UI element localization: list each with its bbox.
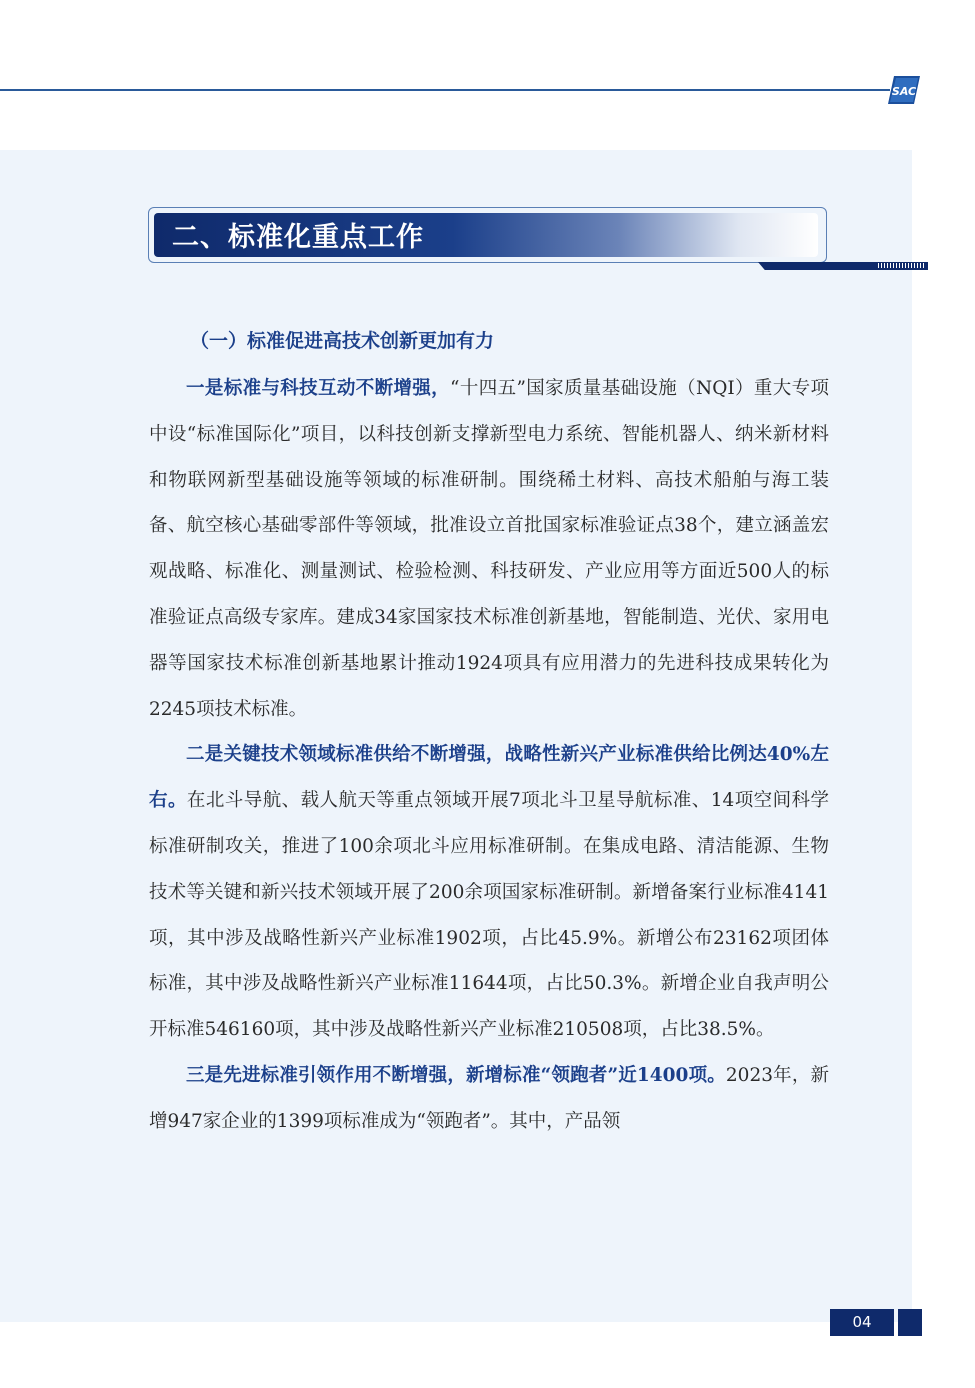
sac-logo-icon xyxy=(886,74,922,106)
paragraph-body: 2023年，新增947家企业的1399项标准成为“领跑者”。其中，产品领 xyxy=(149,1064,829,1132)
body-text xyxy=(149,366,829,1145)
page-number-tab xyxy=(898,1309,922,1336)
section-title: 二、标准化重点工作 xyxy=(172,222,424,253)
paragraph-3 xyxy=(149,1053,829,1145)
paragraph-lead: 一是标准与科技互动不断增强， xyxy=(186,378,451,399)
section-header-hatch xyxy=(878,263,924,268)
paragraph-lead: 三是先进标准引领作用不断增强，新增标准“领跑者”近1400项。 xyxy=(186,1064,726,1086)
section-header xyxy=(148,207,827,265)
page-number: 04 xyxy=(830,1309,894,1336)
logo-text: SAC xyxy=(891,85,917,98)
header-rule xyxy=(0,89,890,91)
paragraph-2 xyxy=(149,732,829,1053)
paragraph-body: 在北斗导航、载人航天等重点领域开展7项北斗卫星导航标准、14项空间科学标准研制攻关，推进了100余项北斗应用标准研制。在集成电路、清洁能源、生物技术等关键和新兴技术领域开展了200余项国家标准研制。新增备案行业标准4141项，其中涉及战略性新兴产业标准1902项，占比45.9%。新增公布23162项团体标准，其中涉及战略性新兴产业标准11644项，占比50.3%。新增企业自我声明公开标准546160项，其中涉及战略性新兴产业标准210508项，占比38.5%。 xyxy=(149,790,829,1041)
paragraph-1 xyxy=(149,366,829,732)
paragraph-body: “十四五”国家质量基础设施（NQI）重大专项中设“标准国际化”项目，以科技创新支撑新型电力系统、智能机器人、纳米新材料和物联网新型基础设施等领域的标准研制。围绕稀土材料、高技术船舶与海工装备、航空核心基础零部件等领域，批准设立首批国家标准验证点38个，建立涵盖宏观战略、标准化、测量测试、检验检测、科技研发、产业应用等方面近500人的标准验证点高级专家库。建成34家国家技术标准创新基地，智能制造、光伏、家用电器等国家技术标准创新基地累计推动1924项具有应用潜力的先进科技成果转化为2245项技术标准。 xyxy=(149,378,829,720)
paragraph-lead: 二是关键技术领域标准供给不断增强，战略性新兴产业标准供给比例达40%左右。 xyxy=(149,744,829,812)
subheading: （一）标准促进高技术创新更加有力 xyxy=(190,330,495,352)
